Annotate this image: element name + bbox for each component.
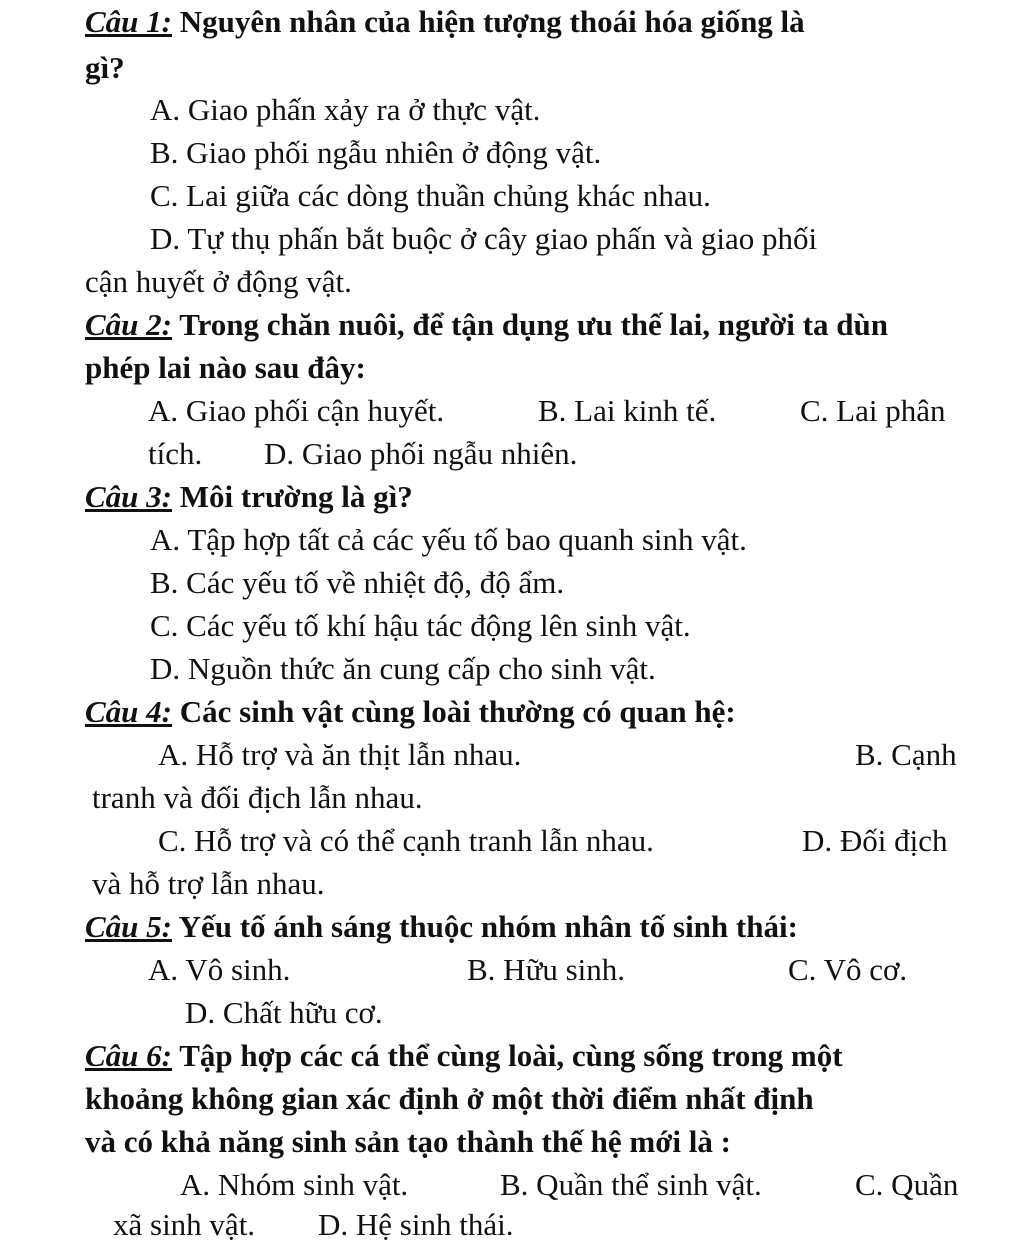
question-4-text: Các sinh vật cùng loài thường có quan hệ:	[172, 694, 736, 729]
question-2-option-b: B. Lai kinh tế.	[538, 393, 717, 428]
question-2-option-c-cont: tích.	[148, 436, 203, 471]
question-1-option-b: B. Giao phối ngẫu nhiên ở động vật.	[150, 135, 602, 170]
question-2-option-a: A. Giao phối cận huyết.	[148, 393, 445, 428]
question-6-label: Câu 6:	[85, 1038, 172, 1073]
question-3-option-a: A. Tập hợp tất cả các yếu tố bao quanh sinh vật.	[150, 522, 747, 557]
question-4-option-d-cont: và hỗ trợ lẫn nhau.	[92, 866, 325, 901]
question-5-text: Yếu tố ánh sáng thuộc nhóm nhân tố sinh thái:	[172, 909, 798, 944]
question-2-label: Câu 2:	[85, 307, 172, 342]
question-2-option-c: C. Lai phân	[800, 393, 946, 428]
question-6-option-b: B. Quần thể sinh vật.	[500, 1167, 762, 1202]
question-4-label: Câu 4:	[85, 694, 172, 729]
question-4-option-c: C. Hỗ trợ và có thể cạnh tranh lẫn nhau.	[158, 823, 654, 858]
question-2-option-d: D. Giao phối ngẫu nhiên.	[264, 436, 578, 471]
question-2-heading	[85, 305, 888, 345]
question-1-option-d-cont: cận huyết ở động vật.	[85, 264, 352, 299]
question-6-option-a: A. Nhóm sinh vật.	[180, 1167, 409, 1202]
question-3-option-d: D. Nguồn thức ăn cung cấp cho sinh vật.	[150, 651, 656, 686]
question-1-option-d: D. Tự thụ phấn bắt buộc ở cây giao phấn và giao phối	[150, 221, 818, 256]
question-5-label: Câu 5:	[85, 909, 172, 944]
question-6-text-cont-2: và có khả năng sinh sản tạo thành thế hệ mới là :	[85, 1124, 731, 1159]
question-4-option-d: D. Đối địch	[802, 823, 948, 858]
question-3-option-c: C. Các yếu tố khí hậu tác động lên sinh vật.	[150, 608, 691, 643]
question-1-option-a: A. Giao phấn xảy ra ở thực vật.	[150, 92, 541, 127]
question-1-label: Câu 1:	[85, 4, 172, 39]
question-3-text: Môi trường là gì?	[172, 479, 413, 514]
question-6-option-c-cont: xã sinh vật.	[113, 1207, 256, 1242]
question-4-option-b: B. Cạnh	[855, 737, 957, 772]
question-2-text-cont: phép lai nào sau đây:	[85, 350, 366, 385]
question-1-option-c: C. Lai giữa các dòng thuần chủng khác nhau.	[150, 178, 711, 213]
question-4-heading	[85, 692, 736, 732]
question-6-text-cont-1: khoảng không gian xác định ở một thời điểm nhất định	[85, 1081, 814, 1116]
question-6-option-c: C. Quần	[855, 1167, 959, 1202]
question-6-text: Tập hợp các cá thể cùng loài, cùng sống trong một	[172, 1038, 843, 1073]
question-5-option-c: C. Vô cơ.	[788, 952, 908, 987]
question-4-option-a: A. Hỗ trợ và ăn thịt lẫn nhau.	[158, 737, 522, 772]
question-1-text: Nguyên nhân của hiện tượng thoái hóa giống là	[172, 4, 805, 39]
question-3-label: Câu 3:	[85, 479, 172, 514]
question-6-heading	[85, 1036, 843, 1076]
question-4-option-b-cont: tranh và đối địch lẫn nhau.	[92, 780, 423, 815]
question-5-option-d: D. Chất hữu cơ.	[185, 995, 383, 1030]
question-3-option-b: B. Các yếu tố về nhiệt độ, độ ẩm.	[150, 565, 565, 600]
question-5-heading	[85, 907, 798, 947]
question-3-heading	[85, 477, 413, 517]
question-5-option-b: B. Hữu sinh.	[467, 952, 626, 987]
question-1-heading	[85, 2, 805, 42]
question-1-text-cont: gì?	[85, 50, 125, 85]
question-6-option-d: D. Hệ sinh thái.	[318, 1207, 514, 1242]
question-2-text: Trong chăn nuôi, để tận dụng ưu thế lai, người ta dùn	[172, 307, 888, 342]
question-5-option-a: A. Vô sinh.	[148, 952, 291, 987]
